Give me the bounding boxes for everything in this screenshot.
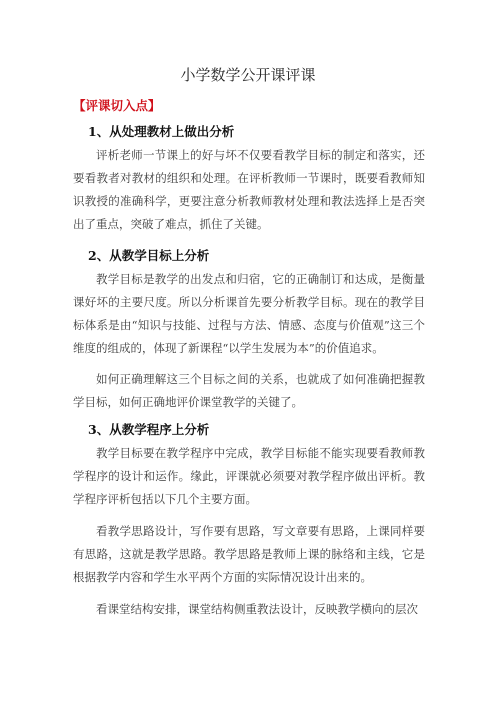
heading-1: 1、从处理教材上做出分析 <box>88 124 235 139</box>
paragraph-3-1: 教学目标要在教学程序中完成，教学目标能不能实现要看教师教学程序的设计和运作。缘此，评课就必须要对教学程序做出评析。教学程序评析包括以下几个主要方面。 <box>73 446 425 506</box>
heading-3: 3、从教学程序上分析 <box>88 422 210 437</box>
heading-2: 2、从教学目标上分析 <box>88 248 210 263</box>
paragraph-3-2: 看教学思路设计，写作要有思路，写文章要有思路，上课同样要有思路，这就是教学思路。教学思路是教师上课的脉络和主线，它是根据教学内容和学生水平两个方面的实际情况设计出来的。 <box>73 524 425 584</box>
paragraph-1-1: 评析老师一节课上的好与坏不仅要看教学目标的制定和落实，还要看教者对教材的组织和处理。在评析教师一节课时，既要看教师知识教授的准确科学，更要注意分析教师教材处理和教法选择上是否突出了重点，突破了难点，抓住了关键。 <box>73 148 425 231</box>
section-tag: 【评课切入点】 <box>73 98 161 113</box>
paragraph-2-2: 如何正确理解这三个目标之间的关系，也就成了如何准确把握教学目标，如何正确地评价课堂教学的关键了。 <box>73 372 425 409</box>
paragraph-2-1: 教学目标是教学的出发点和归宿，它的正确制订和达成，是衡量课好坏的主要尺度。所以分析课首先要分析教学目标。现在的教学目标体系是由“知识与技能、过程与方法、情感、态度与价值观”这三个维度的组成的，体现了新课程“以学生发展为本”的价值追求。 <box>73 272 425 355</box>
paragraph-3-3: 看课堂结构安排，课堂结构侧重教法设计，反映教学横向的层次 <box>96 602 418 616</box>
page-title: 小学数学公开课评课 <box>180 66 316 84</box>
